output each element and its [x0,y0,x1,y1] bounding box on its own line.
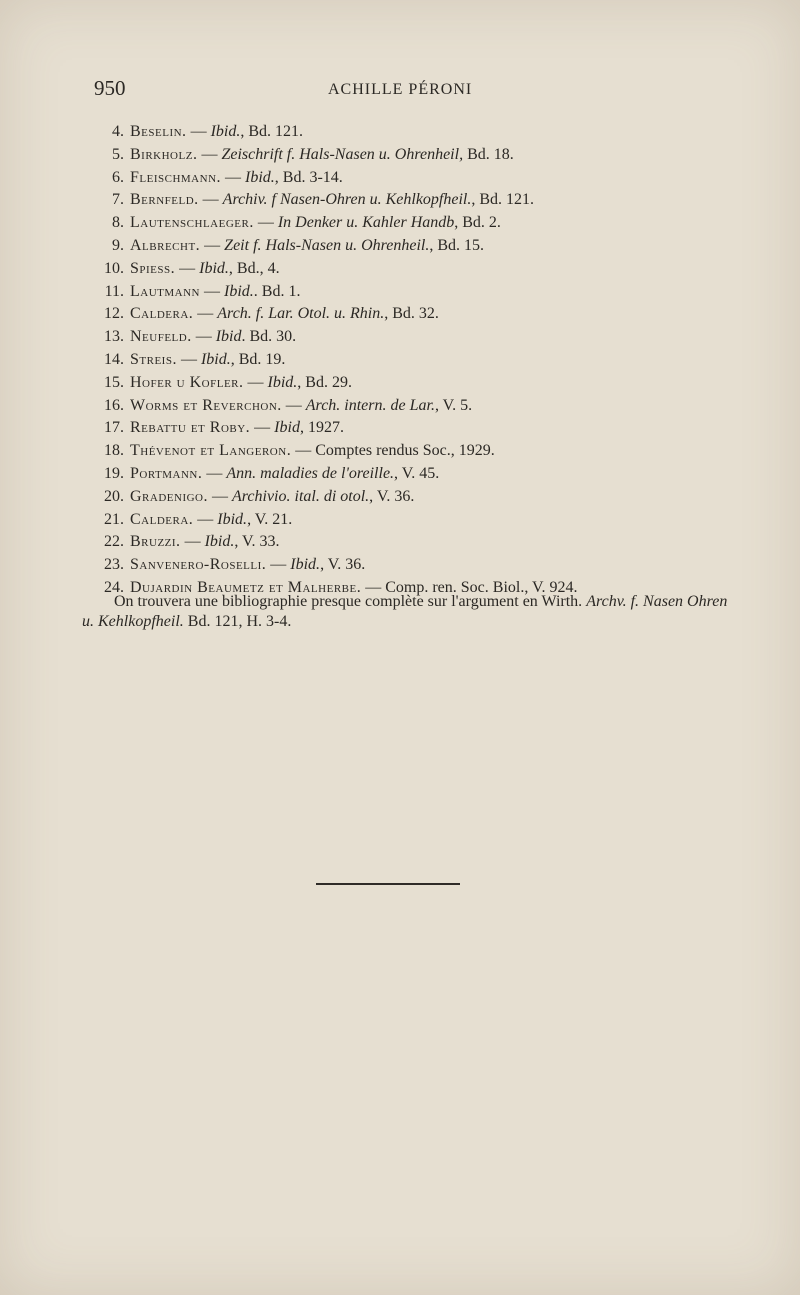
reference-journal: In Denker u. Kahler Handb [277,214,455,232]
reference-authors: Caldera. [130,305,194,323]
reference-details: , Bd. 121. [471,191,535,209]
reference-item [98,189,758,212]
reference-journal: Zeischrift f. Hals-Nasen u. Ohrenheil, [221,145,464,163]
reference-details: , Bd. 29. [297,373,352,391]
reference-item [98,258,758,281]
reference-number: 8. [112,214,124,232]
reference-item [98,486,758,509]
reference-item [98,349,758,372]
reference-separator: — [193,305,218,323]
reference-journal: Ibid. [217,510,248,528]
reference-number: 18. [104,442,124,460]
reference-authors: Fleischmann. [130,168,222,186]
reference-details: , V. 45. [394,464,440,482]
reference-details: , Bd. 121. [240,123,304,140]
note-text: On trouvera une bibliographie presque complète sur l'argument en Wirth. [114,593,587,610]
reference-item [98,417,758,440]
reference-separator: — [202,464,227,482]
page-number: 950 [94,76,126,100]
reference-separator: — [186,123,211,140]
reference-number: 20. [104,487,124,505]
reference-number: 13. [104,328,124,346]
end-rule [316,883,460,885]
reference-journal: Ibid. [245,168,275,186]
reference-journal: Ibid [274,419,300,437]
reference-authors: Bernfeld. [130,191,199,209]
reference-details: , Bd. 15. [429,236,485,254]
reference-journal: Zeit f. Hals-Nasen u. Ohrenheil. [224,236,430,254]
reference-number: 17. [104,419,124,437]
reference-number: 19. [104,464,124,482]
reference-journal: Ann. maladies de l'oreille. [226,464,395,482]
reference-details: , Bd. 2. [454,214,501,232]
reference-separator: — [180,533,205,551]
reference-item [98,509,758,532]
reference-details: . Bd. 1. [253,282,301,300]
reference-journal: Ibid. [267,373,298,391]
reference-number: 9. [112,236,124,254]
reference-separator: — [176,350,201,368]
reference-details: , Bd. 3-14. [274,168,343,186]
reference-item [98,121,758,144]
reference-authors: Portmann. [130,464,203,482]
page-header [0,74,800,104]
reference-authors: Beselin. [130,123,187,140]
reference-separator: — [175,259,200,277]
reference-authors: Caldera. [130,510,194,528]
reference-separator: — [266,556,291,574]
reference-journal: Ibid. [224,282,254,300]
reference-authors: Streis. [130,350,177,368]
reference-separator: — [221,168,246,186]
reference-separator: — [193,510,218,528]
reference-number: 10. [104,259,124,277]
reference-number: 14. [104,350,124,368]
reference-authors: Lautmann [130,282,200,300]
reference-journal: Ibid. [210,123,241,140]
reference-number: 7. [112,191,124,209]
reference-item [98,281,758,304]
reference-authors: Gradenigo. [130,487,208,505]
bibliography-note [82,592,732,632]
reference-journal: Archiv. f Nasen-Ohren u. Kehlkopfheil. [222,191,472,209]
reference-item [98,326,758,349]
reference-item [98,440,758,463]
reference-journal: Ibid. [199,259,229,277]
reference-number: 4. [112,123,124,140]
reference-separator: — [198,191,223,209]
reference-details: , V. 21. [247,510,293,528]
reference-authors: Neufeld. [130,328,192,346]
reference-details: , V. 33. [234,533,280,551]
reference-separator: — [191,328,216,346]
reference-separator: — [253,214,278,232]
reference-authors: Spiess. [130,259,176,277]
reference-details: Comp. ren. Soc. Biol., V. 924. [385,578,578,596]
reference-item [98,395,758,418]
reference-number: 22. [104,533,124,551]
reference-separator: — [281,396,306,414]
reference-item [98,554,758,577]
reference-item [98,372,758,395]
reference-authors: Rebattu et Roby. [130,419,251,437]
reference-separator: — [361,578,386,596]
reference-details: . Bd. 30. [241,328,297,346]
reference-number: 12. [104,305,124,323]
reference-details: Comptes rendus Soc., 1929. [315,442,495,460]
reference-item [98,463,758,486]
note-details: Bd. 121, H. 3-4. [183,613,292,630]
reference-details: , V. 5. [434,396,473,414]
reference-item [98,212,758,235]
reference-authors: Sanvenero-Roselli. [130,556,267,574]
reference-number: 16. [104,396,124,414]
reference-journal: Ibid. [200,350,231,368]
reference-item [98,235,758,258]
reference-journal: Ibid [215,328,242,346]
reference-number: 5. [112,145,124,163]
reference-details: , Bd., 4. [228,259,280,277]
reference-authors: Worms et Reverchon. [130,396,282,414]
reference-separator: — [200,236,225,254]
reference-number: 11. [104,282,124,300]
reference-separator: — [291,442,316,460]
reference-journal: Arch. f. Lar. Otol. u. Rhin. [217,305,385,323]
reference-details: , 1927. [299,419,344,437]
reference-journal: Ibid. [204,533,235,551]
reference-separator: — [243,373,268,391]
reference-item [98,144,758,167]
note-journal: Archv. f. Nasen Ohren u. Kehlkopfheil. [82,593,728,630]
reference-authors: Thévenot et Langeron. [130,442,292,460]
reference-number: 6. [112,168,124,186]
reference-details: , Bd. 19. [230,350,286,368]
reference-number: 21. [104,510,124,528]
reference-number: 23. [104,556,124,574]
reference-journal: Ibid. [290,556,321,574]
reference-details: , V. 36. [369,487,415,505]
reference-number: 15. [104,373,124,391]
reference-number: 24. [104,578,124,596]
reference-separator: — [208,487,232,505]
reference-details: Bd. 18. [463,145,514,163]
reference-journal: Archivio. ital. di otol. [232,487,370,505]
reference-separator: — [197,145,222,163]
reference-list [98,121,758,600]
reference-authors: Lautenschlaeger. [130,214,254,232]
running-title: ACHILLE PÉRONI [328,81,473,98]
reference-authors: Bruzzi. [130,533,181,551]
reference-item [98,303,758,326]
reference-authors: Hofer u Kofler. [130,373,244,391]
reference-item [98,531,758,554]
reference-authors: Birkholz. [130,145,198,163]
reference-item [98,167,758,190]
reference-authors: Dujardin Beaumetz et Malherbe. [130,578,362,596]
reference-details: , V. 36. [320,556,366,574]
reference-journal: Arch. intern. de Lar. [305,396,435,414]
reference-details: , Bd. 32. [384,305,439,323]
reference-authors: Albrecht. [130,236,201,254]
reference-separator: — [200,282,224,300]
reference-separator: — [250,419,275,437]
